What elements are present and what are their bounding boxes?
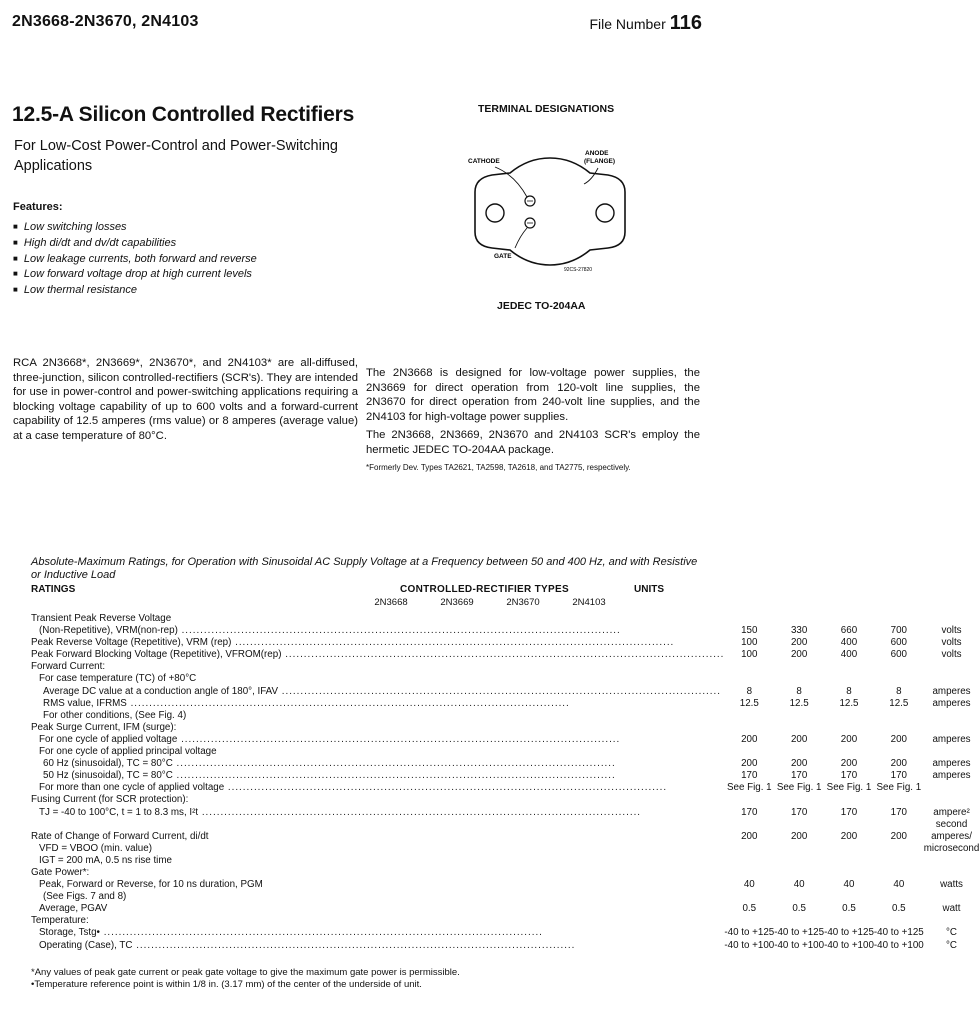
rating-value: 200 — [890, 830, 907, 842]
ratings-row — [31, 686, 979, 698]
rating-label-text: Peak Surge Current, IFM (surge): — [31, 721, 177, 733]
rating-value — [874, 891, 924, 903]
rating-unit: watts — [940, 879, 963, 891]
rating-value: -40 to +125 — [724, 927, 775, 939]
flange-label: (FLANGE) — [584, 158, 616, 165]
rating-value — [824, 661, 874, 673]
rating-value: 170 — [790, 770, 808, 782]
rating-unit: volts — [941, 625, 962, 637]
mounting-hole-right — [596, 204, 614, 222]
rating-label — [31, 698, 724, 710]
rating-value: 8 — [896, 685, 902, 697]
rating-label-text: (See Figs. 7 and 8) — [43, 891, 127, 903]
rating-value — [774, 710, 824, 722]
ratings-row — [31, 698, 979, 710]
file-number — [589, 12, 702, 35]
rating-label-text: For case temperature (TC) of +80°C — [39, 673, 197, 685]
rating-label-text: Average DC value at a conduction angle of 180°, IFAV ..... — [43, 686, 721, 697]
features-heading: Features: — [13, 201, 63, 213]
rating-unit: ampere² — [933, 806, 970, 818]
rating-value: 200 — [890, 733, 907, 745]
rating-value: 700 — [890, 625, 907, 637]
ratings-row — [31, 625, 979, 637]
rating-value — [724, 915, 774, 927]
rating-value — [824, 746, 874, 758]
rating-value: 8 — [796, 685, 802, 697]
rating-value: 100 — [741, 649, 758, 661]
rating-value — [774, 613, 824, 625]
rating-label-text: Transient Peak Reverse Voltage — [31, 613, 172, 624]
rating-value: -40 to +125 — [873, 927, 924, 939]
rating-value — [874, 673, 924, 685]
ratings-row — [31, 940, 979, 952]
rating-label-text: 50 Hz (sinusoidal), TC = 80°C ..... — [43, 770, 616, 781]
rating-value: 400 — [840, 637, 858, 649]
rating-value — [874, 855, 924, 867]
rating-label — [31, 867, 724, 879]
rating-unit: watt — [942, 903, 961, 915]
ratings-row — [31, 891, 979, 903]
rating-label-text: IGT = 200 mA, 0.5 ns rise time — [39, 854, 172, 866]
cathode-label: CATHODE — [468, 158, 500, 165]
rating-label-text: Rate of Change of Forward Current, di/dt — [31, 830, 209, 842]
rating-value: 0.5 — [742, 903, 757, 915]
rating-value: 200 — [741, 758, 758, 770]
gate-leader — [515, 228, 527, 248]
rating-label-text: TJ = -40 to 100°C, t = 1 to 8.3 ms, I²t ..... — [39, 807, 641, 818]
rating-unit: amperes — [932, 685, 971, 697]
ratings-row — [31, 915, 979, 927]
mounting-hole-left — [486, 204, 504, 222]
rating-label — [31, 843, 724, 855]
rating-value — [824, 855, 874, 867]
part-numbers: 2N3668-2N3670, 2N4103 — [12, 13, 199, 30]
rating-value — [874, 867, 924, 879]
column-header: 2N4103 — [572, 597, 606, 608]
rating-value — [724, 819, 774, 831]
ratings-table — [31, 613, 979, 952]
feature-item: ■ Low forward voltage drop at high current levels — [13, 267, 257, 283]
rating-label-text: Forward Current: — [31, 661, 106, 673]
rating-value — [724, 794, 774, 806]
rating-unit — [924, 746, 979, 758]
rating-value: 200 — [840, 830, 858, 842]
rating-value: 330 — [790, 625, 808, 637]
rating-value — [874, 915, 924, 927]
rating-value — [774, 843, 824, 855]
rating-label — [31, 940, 724, 952]
units-heading: UNITS — [634, 584, 664, 595]
ratings-row — [31, 722, 979, 734]
rating-value — [724, 613, 774, 625]
column-header: 2N3670 — [506, 597, 540, 608]
rating-value: 8 — [846, 685, 852, 697]
rating-value: 0.5 — [792, 903, 806, 915]
temperature-footnote: •Temperature reference point is within 1/8 in. (3.17 mm) of the center of the underside of unit. — [31, 979, 422, 990]
rating-unit — [924, 794, 979, 806]
rating-value: 150 — [741, 625, 758, 637]
rating-label — [31, 891, 724, 903]
ratings-row — [31, 794, 979, 806]
rating-value — [774, 819, 824, 831]
rating-value: -40 to +100 — [774, 939, 825, 951]
rating-label-text: Storage, Tstg• ..... — [39, 927, 543, 938]
rating-value: 200 — [790, 758, 808, 770]
rating-value — [774, 794, 824, 806]
rating-unit: amperes — [932, 758, 971, 770]
column-header: 2N3668 — [374, 597, 408, 608]
ratings-heading: RATINGS — [31, 584, 76, 595]
rating-value: 40 — [893, 879, 905, 891]
rating-value — [874, 661, 924, 673]
rating-unit: amperes — [932, 770, 971, 782]
rating-label — [31, 831, 724, 843]
rating-value: 0.5 — [842, 903, 856, 915]
rating-unit — [924, 722, 979, 734]
ratings-footnotes — [31, 967, 460, 991]
ratings-row — [31, 903, 979, 915]
rating-label — [31, 927, 724, 939]
rating-value: 12.5 — [889, 697, 909, 709]
description-left-text: RCA 2N3668*, 2N3669*, 2N3670*, and 2N4103* are all-diffused, three-junction, silicon controlled-rectifiers (SCR's). They are intended for use in power-control and power-switching applications requiring a blocking voltage capability of up to 600 volts and a forward-current capability of 12.5 amperes (rms value) or 8 amperes (average value) at a case temperature of 80°C. — [13, 357, 358, 442]
rating-unit — [924, 782, 979, 794]
rating-label-text: 60 Hz (sinusoidal), TC = 80°C ..... — [43, 758, 616, 769]
rating-value: 12.5 — [739, 697, 759, 709]
rating-value: 170 — [790, 806, 808, 818]
rating-value — [724, 661, 774, 673]
rating-value — [824, 843, 874, 855]
rating-label-text: RMS value, IFRMS ..... — [43, 698, 570, 709]
rating-value: 8 — [746, 685, 753, 697]
rating-value — [874, 746, 924, 758]
rating-unit: microsecond — [923, 842, 979, 854]
rating-value — [774, 661, 824, 673]
rating-value — [824, 915, 874, 927]
ratings-row — [31, 613, 979, 625]
rating-unit — [924, 891, 979, 903]
rating-value: 0.5 — [892, 903, 906, 915]
rating-value: See Fig. 1 — [726, 782, 772, 794]
ratings-row — [31, 661, 979, 673]
rating-label — [31, 855, 724, 867]
rating-value: -40 to +100 — [873, 939, 924, 951]
feature-item: ■ Low thermal resistance — [13, 283, 257, 299]
rating-value: See Fig. 1 — [776, 782, 822, 794]
rating-value: 40 — [743, 879, 755, 891]
rating-label — [31, 807, 724, 819]
rating-label — [31, 613, 724, 625]
rating-value: 660 — [840, 625, 858, 637]
rating-value — [724, 855, 774, 867]
rating-value: 600 — [890, 637, 907, 649]
ratings-row — [31, 927, 979, 939]
rating-value — [724, 867, 774, 879]
rating-value: See Fig. 1 — [876, 782, 922, 794]
rating-value — [724, 843, 774, 855]
rating-value — [774, 867, 824, 879]
rating-label-text: Gate Power*: — [31, 866, 90, 878]
rating-label — [31, 649, 724, 661]
rating-value: -40 to +100 — [724, 939, 775, 951]
to204aa-package-diagram — [460, 140, 640, 290]
rating-value — [724, 722, 774, 734]
rating-label — [31, 915, 724, 927]
rating-value — [824, 867, 874, 879]
terminal-heading: TERMINAL DESIGNATIONS — [478, 103, 615, 115]
rating-value — [724, 891, 774, 903]
rating-value — [774, 915, 824, 927]
rating-value — [824, 710, 874, 722]
rating-label-text: (Non-Repetitive), VRM(non-rep) ..... — [39, 625, 621, 636]
rating-value: 200 — [741, 733, 758, 745]
rating-label — [31, 710, 724, 722]
rating-unit — [924, 915, 979, 927]
ratings-row — [31, 819, 979, 831]
rating-label-text: Peak, Forward or Reverse, for 10 ns duration, PGM — [39, 879, 263, 891]
rating-value — [724, 673, 774, 685]
description-right-p2: The 2N3668, 2N3669, 2N3670 and 2N4103 SCR's employ the hermetic JEDEC TO-204AA package. — [366, 429, 700, 456]
features-list — [13, 220, 257, 299]
description-left — [13, 356, 358, 443]
gate-label: GATE — [494, 253, 512, 260]
ratings-row — [31, 649, 979, 661]
rating-label — [31, 625, 724, 637]
rating-label-text: Fusing Current (for SCR protection): — [31, 794, 189, 806]
rating-value: 40 — [793, 879, 805, 891]
rating-unit: volts — [941, 649, 962, 661]
rating-label-text: VFD = VBOO (min. value) — [39, 842, 152, 854]
rating-value — [874, 794, 924, 806]
rating-value — [874, 710, 924, 722]
rating-unit: amperes — [932, 733, 971, 745]
rating-label-text: For more than one cycle of applied voltage ..... — [39, 782, 667, 793]
page-title: 12.5-A Silicon Controlled Rectifiers — [12, 103, 355, 126]
rating-value — [774, 891, 824, 903]
rating-unit — [924, 613, 979, 625]
rating-value — [824, 891, 874, 903]
feature-item: ■ Low leakage currents, both forward and reverse — [13, 252, 257, 268]
rating-value — [824, 819, 874, 831]
rating-label — [31, 758, 724, 770]
gate-power-footnote: *Any values of peak gate current or peak gate voltage to give the maximum gate power is permissible. — [31, 967, 460, 978]
rating-value: -40 to +100 — [824, 939, 874, 951]
rating-value — [724, 710, 774, 722]
rating-value: 100 — [741, 637, 758, 649]
rating-value — [874, 722, 924, 734]
dev-types-footnote: *Formerly Dev. Types TA2621, TA2598, TA2618, and TA2775, respectively. — [366, 463, 631, 472]
ratings-row — [31, 637, 979, 649]
ratings-row — [31, 843, 979, 855]
rating-value — [824, 722, 874, 734]
rating-label — [31, 686, 724, 698]
ratings-row — [31, 770, 979, 782]
rating-value — [824, 794, 874, 806]
anode-label: ANODE — [585, 150, 609, 157]
rating-value: 12.5 — [839, 697, 859, 709]
rating-value — [874, 613, 924, 625]
ratings-row — [31, 879, 979, 891]
ratings-row — [31, 855, 979, 867]
rating-value: -40 to +125 — [824, 927, 874, 939]
ratings-row — [31, 746, 979, 758]
page-subtitle: For Low-Cost Power-Control and Power-Switching Applications — [14, 138, 338, 174]
rating-value — [774, 746, 824, 758]
description-right — [366, 366, 700, 476]
types-heading: CONTROLLED-RECTIFIER TYPES — [400, 584, 569, 595]
rating-label — [31, 782, 724, 794]
rating-value — [824, 613, 874, 625]
ratings-row — [31, 807, 979, 819]
rating-value — [824, 673, 874, 685]
rating-value: 600 — [890, 649, 907, 661]
rating-label-text: Operating (Case), TC ..... — [39, 940, 575, 951]
rating-label-text: Peak Forward Blocking Voltage (Repetitive), VFROM(rep) ..... — [31, 649, 724, 660]
ratings-row — [31, 831, 979, 843]
rating-label-text: Temperature: — [31, 915, 89, 927]
rating-value: 400 — [840, 649, 858, 661]
package-name: JEDEC TO-204AA — [497, 300, 586, 312]
ratings-row — [31, 782, 979, 794]
rating-label-text: Average, PGAV — [39, 903, 108, 915]
rating-unit: °C — [946, 939, 958, 951]
ratings-row — [31, 734, 979, 746]
rating-value — [774, 722, 824, 734]
rating-unit — [924, 661, 979, 673]
rating-unit: amperes/ — [931, 830, 972, 842]
drawing-code: 92CS-27820 — [564, 267, 593, 273]
rating-label — [31, 903, 724, 915]
rating-label-text: For one cycle of applied principal voltage — [39, 746, 217, 758]
rating-value — [724, 746, 774, 758]
ratings-row — [31, 673, 979, 685]
description-right-p1: The 2N3668 is designed for low-voltage power supplies, the 2N3669 for direct operation from 120-volt line supplies, the 2N3670 for direct operation from 240-volt line supplies, and the 2N4103 for high-voltage power supplies. — [366, 367, 700, 423]
rating-value: 170 — [840, 806, 858, 818]
rating-value: 200 — [741, 830, 758, 842]
rating-value — [774, 673, 824, 685]
ratings-row — [31, 758, 979, 770]
rating-label-text: For other conditions, (See Fig. 4) — [43, 709, 187, 721]
file-number-label: File Number — [589, 16, 666, 32]
rating-value: -40 to +125 — [774, 927, 825, 939]
rating-value: 170 — [741, 770, 758, 782]
rating-value: 200 — [790, 830, 808, 842]
rating-value: 200 — [790, 649, 808, 661]
rating-label — [31, 746, 724, 758]
rating-value: 12.5 — [789, 697, 809, 709]
rating-unit — [924, 673, 979, 685]
rating-unit: second — [935, 818, 968, 830]
rating-label — [31, 794, 724, 806]
ratings-row — [31, 710, 979, 722]
column-header: 2N3669 — [440, 597, 474, 608]
rating-value: 170 — [840, 770, 858, 782]
rating-label — [31, 734, 724, 746]
rating-label-text: Peak Reverse Voltage (Repetitive), VRM (rep) ..... — [31, 637, 674, 648]
rating-value — [874, 819, 924, 831]
rating-value: 170 — [890, 806, 907, 818]
rating-label — [31, 722, 724, 734]
rating-value: See Fig. 1 — [826, 782, 872, 794]
rating-value: 200 — [790, 637, 808, 649]
rating-value: 200 — [840, 733, 858, 745]
package-outline — [475, 158, 625, 265]
rating-label — [31, 637, 724, 649]
feature-item: ■ Low switching losses — [13, 220, 257, 236]
rating-label — [31, 673, 724, 685]
rating-label — [31, 770, 724, 782]
rating-value: 200 — [890, 758, 907, 770]
rating-label — [31, 819, 724, 831]
rating-label-text: For one cycle of applied voltage ..... — [39, 734, 620, 745]
rating-value: 40 — [843, 879, 855, 891]
ratings-title: Absolute-Maximum Ratings, for Operation with Sinusoidal AC Supply Voltage at a Frequency between 50 and 400 Hz, and with Resistive or Inductive Load — [31, 556, 698, 581]
rating-label — [31, 661, 724, 673]
rating-value: 170 — [741, 806, 758, 818]
ratings-row — [31, 867, 979, 879]
rating-value: 200 — [790, 733, 808, 745]
rating-label — [31, 879, 724, 891]
file-number-value: 116 — [669, 12, 702, 34]
rating-unit — [924, 855, 979, 867]
feature-item: ■ High di/dt and dv/dt capabilities — [13, 236, 257, 252]
rating-unit: volts — [941, 637, 962, 649]
rating-value: 170 — [890, 770, 907, 782]
rating-value: 200 — [840, 758, 858, 770]
rating-unit — [924, 710, 979, 722]
rating-value — [874, 843, 924, 855]
rating-unit: amperes — [932, 697, 971, 709]
rating-unit — [924, 867, 979, 879]
rating-unit: °C — [946, 927, 958, 939]
rating-value — [774, 855, 824, 867]
